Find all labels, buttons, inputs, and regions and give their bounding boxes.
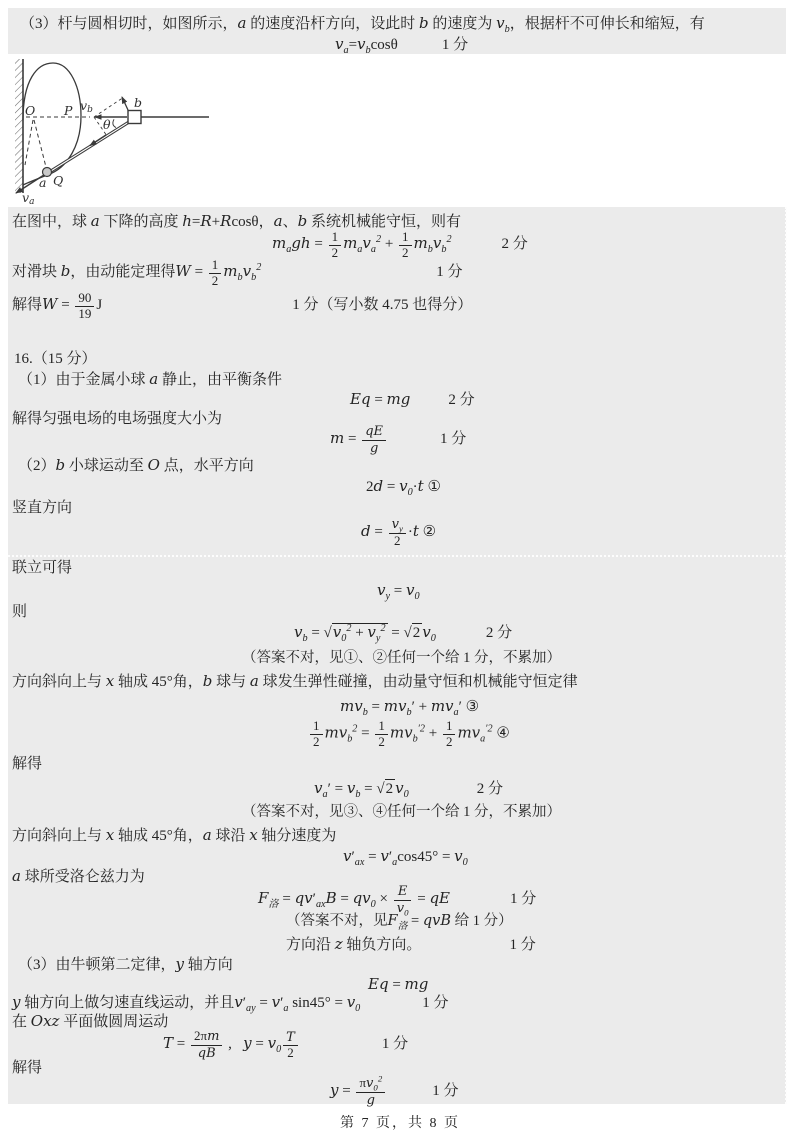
dashed-radius-left (25, 120, 33, 165)
label-b: b (134, 95, 143, 110)
line-combine: 联立可得 (12, 560, 73, 576)
score-note: 1 分（写小数 4.75 也得分） (292, 297, 473, 314)
label-theta: θ (103, 117, 111, 132)
score-badge: 2 分 (501, 236, 528, 253)
score-badge: 1 分 (381, 1036, 409, 1053)
score-badge: 2 分 (476, 781, 503, 797)
score-badge: 2 分 (485, 625, 513, 641)
line-lorentz-intro: a 球所受洛仑兹力为 (12, 867, 145, 885)
dashed-radius-to-q (34, 120, 46, 167)
label-Q: Q (53, 173, 64, 188)
block-b (128, 111, 141, 124)
eq-va-vb-costheta: $v_a=v_b\cos\theta$ 1 分 (335, 35, 469, 56)
score-badge: 1 分 (436, 264, 463, 281)
dashed-parallelogram-side (94, 97, 124, 117)
perpendicular-component-arrow (122, 97, 128, 110)
eq-vertical-d: d = $\frac{v_y}{2}$ ·t ② (361, 517, 437, 548)
line-direction-z: 方向沿 z 轴负方向。 1 分 (286, 935, 536, 956)
label-P: P (64, 103, 73, 118)
eq-vb-sqrt2: $v_b = √v_0^2 + v_y^2 = √2$ $v_0$ 2 分 (294, 623, 513, 644)
along-rod-component-arrow (90, 135, 106, 146)
eq-momentum: $mv_b = mv_b' + mv_a'$ ③ (340, 697, 480, 718)
line-solve-field-strength: 解得匀强电场的电场强度大小为 (12, 411, 223, 427)
line-elastic-collision: 方向斜向上与 x 轴成 45°角，b 球与 a 球发生弹性碰撞，由动量守恒和机械能守恒定律 (12, 672, 578, 690)
score-badge: 1 分 (422, 995, 449, 1011)
scan-artifact-line-h (8, 555, 786, 557)
line-q16-header: 16.（15 分） (14, 351, 97, 367)
eq-kinetic-energy: $\frac{1}{2}$ $mv_b^2$ = $\frac{1}{2}$ $mv_b^{'2}$ + $\frac{1}{2}$ $mv_a^{'2}$ ④ (308, 719, 510, 749)
eq-va-prime: $v_a' = v_b = √2$ $v_0$ 2 分 (314, 779, 503, 800)
line-solve-3: 解得 (12, 1060, 43, 1076)
rod-inner (47, 120, 133, 174)
line-oxz-circular: 在 Oxz 平面做圆周运动 (12, 1012, 169, 1030)
eq-vy-v0: $v_y = v_0$ (377, 581, 420, 602)
line-x-component: 方向斜向上与 x 轴成 45°角，a 球沿 x 轴分速度为 (12, 826, 337, 844)
note-score-1-2: （答案不对，见①、②任何一个给 1 分，不累加） (242, 650, 561, 666)
score-badge: 1 分 (432, 1083, 459, 1100)
line-then: 则 (12, 604, 28, 620)
label-va: va (22, 190, 35, 204)
label-O: O (25, 103, 36, 118)
eq-vax: $v'_{ax} = v'_a\cos 45^\circ = v_0$ (343, 847, 468, 868)
eq-y-result: y = $\frac{\pi v_0^2}{g}$ 1 分 (330, 1073, 459, 1108)
score-badge: 2 分 (448, 392, 475, 408)
wall-hatching (15, 59, 23, 193)
line-energy-conservation-intro: 在图中，球 a 下降的高度 h=R+Rcosθ，a、b 系统机械能守恒，则有 (12, 212, 461, 230)
eq-mechanical-energy: $m_agh$ = $\frac{1}{2}$ $m_av_a^2$ + $\frac{1}{2}$ $m_bv_b^2$ 2 分 (272, 229, 528, 260)
line-vertical-direction: 竖直方向 (12, 500, 73, 516)
line-q16-1-intro: （1）由于金属小球 a 静止，由平衡条件 (18, 370, 282, 388)
eq-lorentz-force: $F_洛 = qv'_{ax}B = qv_0$ × $\frac{E}{v_0}$ = qE 1 分 (258, 884, 537, 918)
line-solve-2: 解得 (12, 756, 43, 772)
scan-artifact-line-v (785, 207, 787, 1104)
label-vb: vb (80, 98, 93, 115)
line-solve-work: 解得W = $\frac{90}{19}$ J 1 分（写小数 4.75 也得分） (12, 290, 473, 321)
eq-balance: Eq = mg 2 分 (350, 390, 475, 411)
line-y-uniform: y 轴方向上做匀速直线运动，并且$v'_{ay} = v'_a$ $\sin 45^\circ = v_0$ 1 分 (12, 993, 449, 1014)
tangent-rod-figure (10, 54, 210, 204)
theta-angle-arc (113, 119, 116, 127)
score-badge: 1 分 (441, 37, 469, 53)
score-badge: 1 分 (509, 937, 536, 953)
page-footer: 第 7 页，共 8 页 (340, 1116, 460, 1131)
score-badge: 1 分 (440, 431, 467, 448)
line-q16-3-intro: （3）由牛顿第二定律，y 轴方向 (18, 955, 233, 973)
eq-balance-2: Eq = mg (368, 975, 429, 993)
line-work-energy-theorem: 对滑块 b，由动能定理得W = $\frac{1}{2}$ $m_bv_b^2$ 1 分 (12, 257, 463, 288)
label-a: a (39, 175, 47, 190)
score-badge: 1 分 (510, 891, 537, 908)
note-lorentz: （答案不对，见$F_洛$ = qvB 给 1 分） (286, 913, 513, 932)
line-q16-2-intro: （2）b 小球运动至 O 点，水平方向 (18, 456, 254, 474)
note-score-3-4: （答案不对，见③、④任何一个给 1 分，不累加） (242, 804, 561, 820)
eq-m-qe-g: m = $\frac{qE}{g}$ 1 分 (330, 424, 467, 456)
circle-outline (23, 63, 81, 185)
eq-period-y: T = $\frac{2\pi m}{qB}$ , $y = v_0$ $\frac{T}{2}$ 1 分 (163, 1028, 409, 1061)
eq-horizontal-2d: $2d = v_0\cdot t$ ① (366, 477, 441, 498)
line-rod-tangent-condition: （3）杆与圆相切时，如图所示，a 的速度沿杆方向，设此时 b 的速度为 $v_b$，根据杆不可伸长和缩短，有 (20, 14, 705, 35)
